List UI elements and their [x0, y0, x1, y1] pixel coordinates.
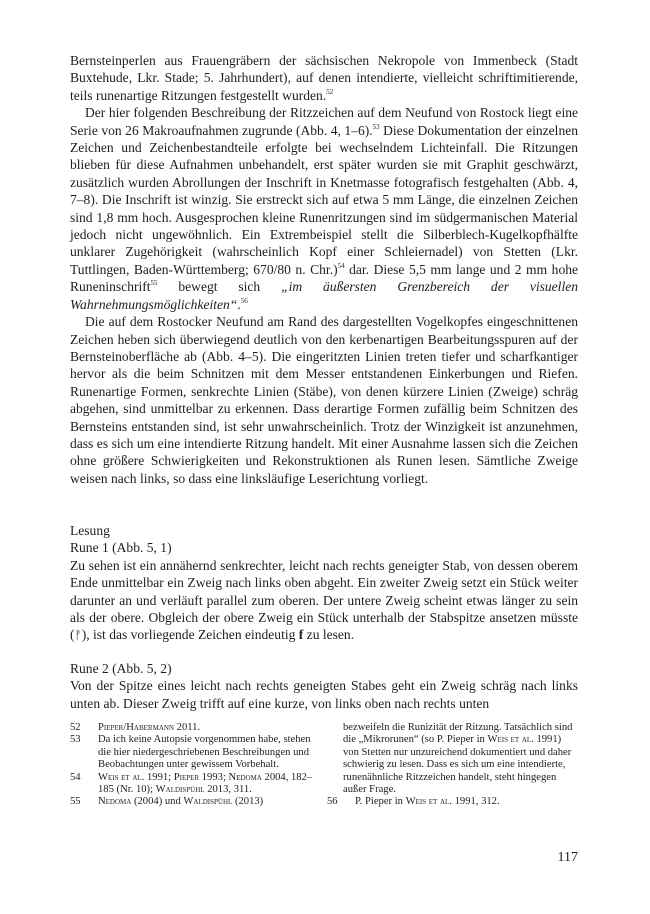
paragraph-2-text-e: . — [237, 296, 241, 312]
footnote-text: 2011. — [174, 722, 201, 733]
rune-1-text-b: ), ist das vorliegende Zeichen eindeutig — [81, 627, 299, 643]
paragraph-3-text: Die auf dem Rostocker Neufund am Rand des dargestellten Vogelkopfes eingeschnittenen Zeichen heben sich überwiegend deutlich von den kerbenartigen Bearbeitungsspuren auf der Bernsteinoberfläche ab (Abb. 4–5). Die eingeritzten Linien treten tiefer und scharfkantiger hervor als die beim Schnitzen mit dem Messer entstandenen Einkerbungen und Riefen. Runenartige Formen, senkrechte Linien (Stäbe), von denen kürzere Linien (Zweige) schräg abgehen, sind unmittelbar zu erkennen. Dass derartige Formen zufällig beim Schnitzen des Bernsteins entstanden sind, ist sehr unwahrscheinlich. Trotz der Winzigkeit ist anzunehmen, dass es sich um eine intendierte Ritzung handelt. Mit einer Ausnahme lassen sich die Zeichen ohne größere Schwierigkeiten und Rekonstruktionen als Runen lesen. Sämtliche Zweige weisen nach links, so dass eine linksläufige Leserichtung vorliegt. — [70, 314, 578, 486]
footnote-text: Da ich keine Autopsie vorgenommen habe, stehen die hier niedergeschriebenen Beschreibungen und Beobachtungen unter gewissem Vorbehalt. — [98, 734, 311, 771]
rune-1-paragraph — [70, 557, 578, 645]
footnote-number: 54 — [70, 771, 81, 783]
author-name: Pieper/Habermann — [98, 722, 174, 733]
rune-1-text-a: Zu sehen ist ein annähernd senkrechter, leicht nach rechts geneigter Stab, von dessen oberem Ende unmittelbar ein Zweig nach links oben abgeht. Ein zweiter Zweig setzt ein Stück weiter darunter an und verläuft parallel zum oberen. Der untere Zweig scheint etwas länger zu sein als der obere. Obgleich der obere Zweig ein Stück unterhalb der Stabspitze ansetzen müsste ( — [70, 557, 578, 643]
quotation: „im äußersten Grenzbereich der visuellen Wahrnehmungsmöglichkeiten“ — [70, 279, 578, 312]
footnote-52 — [70, 722, 315, 734]
footnote-text: 2004, 182–185 (Nr. 10); — [98, 771, 313, 796]
author-name: Waldispühl — [183, 796, 233, 808]
lesung-section — [70, 522, 578, 712]
rune-2-paragraph: Von der Spitze eines leicht nach rechts geneigten Stabes geht ein Zweig schräg nach links unten ab. Dieser Zweig trifft auf eine kurze, von links oben nach rechts unten — [70, 678, 578, 711]
author-name: Weis et al. — [98, 771, 145, 783]
paragraph-1-text: Bernsteinperlen aus Frauengräbern der sächsischen Nekropole von Immenbeck (Stadt Buxtehude, Lkr. Stade; 5. Jahrhundert), auf denen intendierte, vielleicht schriftimitierende, teils runenartige Ritzungen festgestellt wurden. — [70, 53, 578, 103]
footnote-number: 53 — [70, 734, 81, 746]
footnote-text: 2013, 311. — [204, 784, 252, 796]
footnote-text: 1991) von Stetten nur unzureichend dokumentiert und daher schwierig zu lesen. Dass es sich um eine intendierte, runenähnliche Ritzzeichen handelt, steht hingegen außer Frage. — [343, 734, 572, 796]
paragraph-2-text-d: bewegt sich — [157, 279, 282, 295]
footnote-text: (2004) und — [131, 796, 184, 808]
body-text — [70, 52, 578, 487]
footnote-53 — [70, 734, 315, 771]
footnotes-right-column — [327, 722, 578, 809]
paragraph-2 — [70, 104, 578, 313]
footnote-ref-53[interactable]: 53 — [372, 122, 380, 131]
author-name: Pieper — [173, 771, 200, 783]
footnote-56 — [327, 796, 578, 808]
footnotes-left-column — [70, 722, 315, 809]
footnote-54 — [70, 772, 315, 797]
paragraph-2-text-c: dar. Diese 5,5 mm lange und 2 mm hohe Runeninschrift — [70, 261, 578, 295]
author-name: Nedoma — [228, 771, 262, 783]
footnote-ref-54[interactable]: 54 — [337, 261, 345, 270]
footnote-ref-55[interactable]: 55 — [150, 279, 158, 288]
rune-letter: f — [298, 627, 304, 643]
paragraph-2-text-b: Diese Dokumentation der einzelnen Zeichen und Zeichenbestandteile erfolgte bei wechselndem Lichteinfall. Die Ritzungen blieben für diese Aufnahmen unbehandelt, erst später wurden sie mit Graphit geschwärzt, zusätzlich wurden Abrollungen der Inschrift in Knetmasse fotografisch festgehalten (Abb. 4, 7–8). Die Inschrift ist winzig. Sie erstreckt sich auf etwa 5 mm Länge, die einzelnen Zeichen sind 1,8 mm hoch. Ausgesprochen kleine Runenritzungen sind im südgermanischen Material jedoch nicht ungewöhnlich. Ein Extrembeispiel stellt die Silberblech-Kugelkopfhälfte unklarer Zugehörigkeit (wahrscheinlich Kopf einer Schleiernadel) von Stetten (Lkr. Tuttlingen, Baden-Württemberg; 670/80 n. Chr.) — [70, 122, 579, 277]
rune-1-text-c: zu lesen. — [303, 627, 355, 643]
author-name: Weis et al. — [487, 734, 534, 746]
footnote-text: (2013) — [232, 796, 264, 808]
footnote-text: bezweifeln die Runizität der Ritzung. Tatsächlich sind die „Mikrorunen“ (so P. Pieper in — [343, 722, 573, 746]
footnote-ref-56[interactable]: 56 — [240, 296, 248, 305]
rune-1-heading: Rune 1 (Abb. 5, 1) — [70, 540, 172, 556]
footnote-ref-52[interactable]: 52 — [326, 87, 334, 96]
author-name: Weis et al. — [405, 796, 452, 808]
page-number: 117 — [557, 850, 578, 865]
footnote-55-continuation — [327, 722, 578, 796]
footnote-55 — [70, 796, 315, 808]
footnote-number: 56 — [327, 796, 338, 808]
footnote-number: 52 — [70, 722, 81, 733]
footnote-text: 1991, 312. — [451, 796, 500, 808]
footnote-number: 55 — [70, 796, 81, 808]
rune-glyph: ᚠ — [74, 628, 82, 643]
paragraph-2-text-a: Der hier folgenden Beschreibung der Ritzzeichen auf dem Neufund von Rostock liegt eine Serie von 26 Makroaufnahmen zugrunde (Abb. 4, 1–6). — [70, 105, 578, 138]
footnote-text: 1993; — [199, 771, 229, 783]
rune-2-heading: Rune 2 (Abb. 5, 2) — [70, 660, 172, 676]
footnote-text: P. Pieper in — [355, 796, 406, 808]
footnote-text: 1991; — [144, 771, 174, 783]
author-name: Waldispühl — [155, 784, 205, 796]
paragraph-1 — [70, 52, 578, 104]
author-name: Nedoma — [98, 796, 132, 808]
paragraph-3 — [70, 313, 578, 487]
lesung-heading: Lesung — [70, 523, 110, 538]
